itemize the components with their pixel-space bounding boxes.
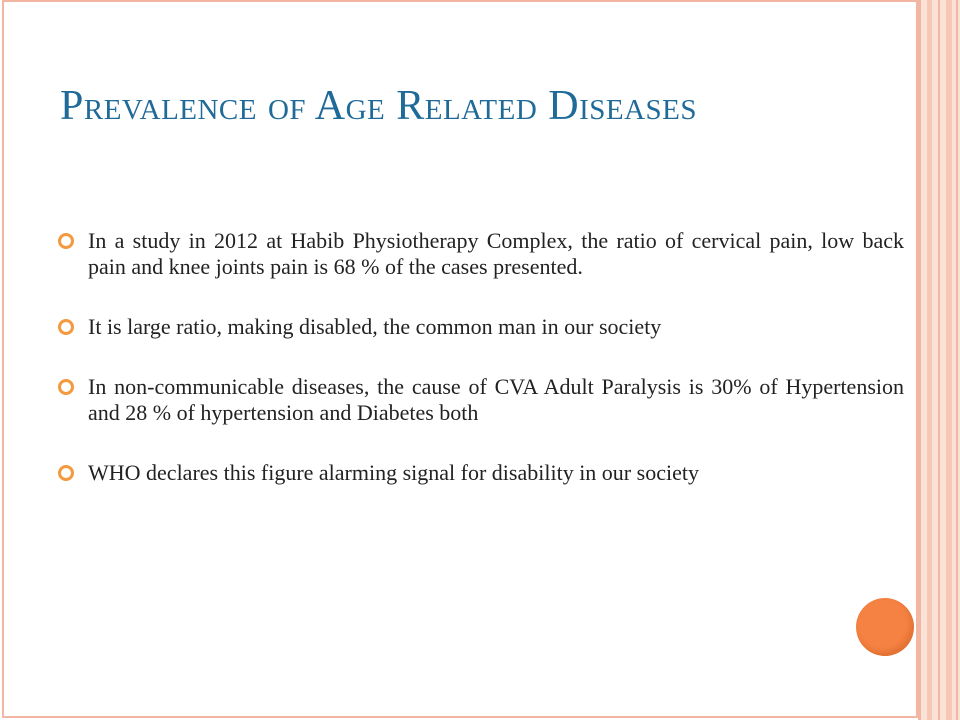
ring-bullet-icon [58, 465, 74, 481]
bullet-item [58, 314, 904, 340]
bullet-text: In non-communicable diseases, the cause of CVA Adult Paralysis is 30% of Hypertension and 28 % of hypertension and Diabetes both [88, 374, 904, 425]
bullet-list [58, 228, 904, 486]
stripe [938, 0, 940, 720]
ring-bullet-icon [58, 233, 74, 249]
ring-bullet-icon [58, 379, 74, 395]
bullet-item [58, 374, 904, 426]
ring-bullet-icon [58, 319, 74, 335]
orange-circle-decoration [856, 598, 914, 656]
bullet-item [58, 460, 904, 486]
stripe [918, 0, 921, 720]
bullet-item [58, 228, 904, 280]
bullet-text: In a study in 2012 at Habib Physiotherapy Complex, the ratio of cervical pain, low back pain and knee joints pain is 68 % of the cases presented. [88, 228, 904, 279]
decorative-stripes [918, 0, 960, 720]
stripe [946, 0, 952, 720]
slide-title: Prevalence of Age Related Diseases [60, 83, 698, 129]
bullet-text: WHO declares this figure alarming signal for disability in our society [88, 460, 699, 485]
stripe [927, 0, 932, 720]
stripe [956, 0, 958, 720]
bullet-text: It is large ratio, making disabled, the common man in our society [88, 314, 662, 339]
